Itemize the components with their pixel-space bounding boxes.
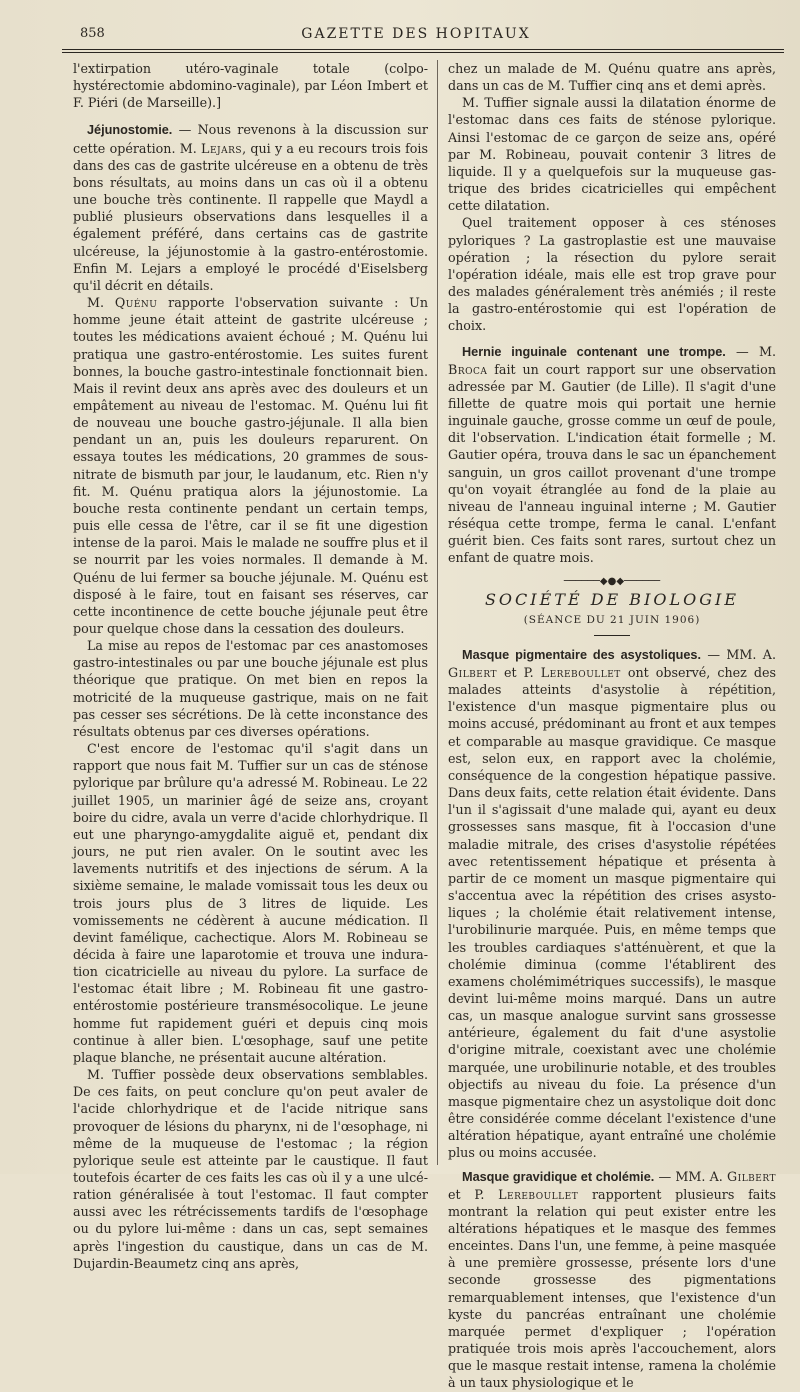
masque-gravidique-paragraph: [448, 1168, 776, 1392]
traitement-paragraph: Quel traitement opposer à ces sténoses pyloriques ? La gastroplastie est une mauvaise opération ; la résection du pylore serait l'opération idéale, mais elle est trop grave pour des malades généralement très anémiés ; il reste la gastro-entérostomie qui est l'opération de choix.: [448, 215, 776, 334]
header-rule-thin: [62, 52, 784, 53]
paragraph-text: et P.: [496, 665, 541, 680]
author-name: Lereboullet: [498, 1186, 579, 1202]
paragraph-text: — MM. A.: [700, 646, 776, 662]
continuation-paragraph: chez un malade de M. Quénu quatre ans après, dans un cas de M. Tuffier cinq ans et demi après.: [448, 61, 776, 94]
hernie-paragraph: [448, 343, 776, 567]
author-name: Lereboullet: [540, 665, 621, 680]
section-title: SOCIÉTÉ DE BIOLOGIE: [484, 589, 740, 609]
tuffier-paragraph: M. Tuffier possède deux observations semblables. De ces faits, on peut conclure qu'on peut avaler de l'acide chlorhydrique et de l'acide nitrique sans provoquer de lésions du pharynx, ni de l'œsophage, ni même de la muqueuse de l'estomac ; la région pylorique seule est atteinte par le caustique. Il faut toutefois écarter de ces faits les cas où il y a une ulcération généralisée à tout l'estomac. Il faut compter aussi avec les rétrécissements tardifs de l'œsophage ou du pylore lui-même : dans un cas, sept semaines après l'ingestion du caustique, dans un cas de M. Dujardin-Beaumetz cinq ans après,: [73, 1067, 428, 1271]
section-ornament: ──────◆●◆──────: [563, 575, 661, 587]
paragraph-text: rapporte l'observation suivante : Un homme jeune était atteint de gastrite ulcéreuse ; toutes les médications avaient échoué ; M. Quénu lui pratiqua une gastro-entérostomie. Les suites furent bonnes, la bouche gastro-intestinale fonctionnait bien. Mais il revint deux ans après avec des douleurs et un empâtement au niveau de l'estomac. M. Quénu lui fit de nouveau une bouche gastro-jéjunale. Il alla bien pendant un an, puis les douleurs reparurent. On essaya toutes les médications, 20 grammes de sous-nitrate de bismuth par jour, le laudanum, etc. Rien n'y fit. M. Quénu pratiqua alors la jéjunostomie. La bouche resta continente pendant un certain temps, puis elle cessa de l'être, car il se fit une digestion intense de la paroi. Mais le malade ne souffre plus et il se nourrit par les voies normales. Il demande à M. Quénu de lui fermer sa bouche jéjunale. M. Quénu est disposé à le faire, tout en faisant ses réserves, car cette incontinence de cette bouche jéjunale peut être pour quelque chose dans la cessation des douleurs.: [73, 295, 428, 636]
repos-paragraph: La mise au repos de l'estomac par ces anastomoses gastro-intestinales ou par une bouche jéjunale est plus théorique que pratique. On met bien en repos la motricité de la muqueuse gastrique, mais on ne fait pas cesser ses sécrétions. De là cette inconstance des résultats obtenus par ces diverses opérations.: [73, 638, 428, 739]
dilatation-paragraph: M. Tuffier signale aussi la dilatation énorme de l'estomac dans ces faits de sténose pylorique. Ainsi l'estomac de ce garçon de seize ans, opéré par M. Robineau, pouvait contenir 3 litres de liquide. Il y a quelquefois sur la muqueuse gastrique des brides cicatricielles qui empêchent cette dilatation.: [448, 95, 776, 214]
article-heading: Hernie inguinale contenant une trompe.: [462, 344, 726, 359]
paragraph-text: rapportent plusieurs faits montrant la relation qui peut exister entre les altérations hépatiques et le masque des femmes enceintes. Dans l'un, une femme, à peine masquée à une première grossesse, présente lors d'une seconde grossesse des pigmentations remarquablement intenses, que l'existence d'un kyste du pancréas entraînant une cholémie marquée permet d'expliquer ; l'opération pratiquée trois mois après l'accouchement, alors que le masque restait intense, ramena la cholémie à un taux physiologique et le: [448, 1186, 777, 1391]
paragraph-text: — Nous revenons à la discussion sur cette opération. M.: [73, 122, 428, 156]
page-number: 858: [80, 26, 105, 41]
right-column: [448, 60, 776, 1392]
author-name: Lejars: [201, 140, 243, 156]
author-name: Gilbert: [727, 1168, 776, 1184]
paragraph-text: fait un court rapport sur une observation adressée par M. Gautier (de Lille). Il s'agit d'une fillette de quatre mois qui portait une hernie inguinale gauche, grosse comme un œuf de poule, dit l'observation. L'indication était formelle ; M. Gautier opéra, trouva dans le sac un épanchement sanguin, un gros caillot provenant d'une trompe qu'on voyait étranglée au fond de la plaie au niveau de l'anneau inguinal interne ; M. Gautier réséqua cette trompe, ferma le canal. L'enfant guérit bien. Ces faits sont rares, surtout chez un enfant de quatre mois.: [448, 361, 776, 566]
section-rule: [594, 635, 630, 636]
journal-title: GAZETTE DES HOPITAUX: [301, 26, 531, 42]
header-rule: [62, 49, 784, 50]
paragraph-text: M.: [87, 295, 115, 311]
paragraph-text: , qui y a eu recours trois fois dans des cas de gastrite ulcéreuse en a obtenu de très bons résultats, au moins dans un cas où il a obtenu une bouche très continente. Il rappelle que Maydl a publié plusieurs observations dans lesquelles il a également préféré, dans certains cas de gastrite ulcéreuse, la jéjunostomie à la gastro-entérostomie. Enfin M. Lejars a employé le procédé d'Eiselsberg qu'il décrit en détails.: [73, 140, 428, 293]
left-column: [73, 60, 428, 1272]
page-header: [62, 24, 770, 50]
paragraph-text: ont observé, chez des malades atteints d'asystolie à répétition, l'existence d'un masque pigmentaire plus ou moins accusé, prédominant au front et aux tempes et comparable au masque gravidique. Ce masque est, selon eux, en rapport avec la cholémie, conséquence de la congestion hépatique passive. Dans deux faits, cette relation était évidente. Dans l'un il s'agissait d'une malade qui, ayant eu deux grossesses sans masque, fit à l'occasion d'une maladie mitrale, des crises d'asystolie répétées avec retentissement hépatique et présenta à partir de ce moment un masque pigmentaire qui s'accentua avec la répétition des crises asystoliques ; la cholémie était relativement intense, l'urobilinurie marquée. Puis, en même temps que les troubles cardiaques s'atténuèrent, et que la cholémie diminua (comme l'établirent des examens cholémimétriques successifs), le masque devint lui-même moins marqué. Dans un autre cas, un masque analogue survint sans grossesse antérieure, également du fait d'une asystolie d'origine mitrale, coexistant avec une cholémie marquée, une urobilinurie notable, et des troubles objectifs au niveau du foie. La présence d'un masque pigmentaire chez un asystolique doit donc être considérée comme décelant l'existence d'une altération hépatique, ayant entraîné une cholémie plus ou moins accusée.: [448, 665, 776, 1161]
article-heading: Jéjunostomie.: [87, 123, 173, 138]
paragraph-text: et P.: [448, 1186, 499, 1202]
masque-asystoliques-paragraph: [448, 646, 776, 1162]
paragraph-text: — M.: [725, 343, 777, 359]
jejunostomie-paragraph: [73, 121, 428, 294]
intro-paragraph: l'extirpation utéro-vaginale totale (colpo-hystérectomie abdomino-vaginale), par Léon Imbert et F. Piéri (de Marseille).]: [73, 61, 428, 111]
stenose-paragraph: C'est encore de l'estomac qu'il s'agit dans un rapport que nous fait M. Tuffier sur un cas de sténose pylorique par brûlure qu'a adressé M. Robineau. Le 22 juillet 1905, un marinier âgé de seize ans, croyant boire du cidre, avala un verre d'acide chlorhydrique. Il eut une pharyngo-amygdalite aiguë et, pendant dix jours, ne put rien avaler. On le soutint avec les lavements nutritifs et des injections de sérum. A la sixième semaine, le malade vomissait tous les deux ou trois jours plus de 3 litres de liquide. Les vomissements ne cédèrent à aucune médication. Il devint famélique, cachectique. Alors M. Robineau se décida à faire une laparotomie et trouva une induration cicatricielle au niveau du pylore. La surface de l'estomac était libre ; M. Robineau fit une gastro-entérostomie postérieure transmésocolique. Le jeune homme fut rapidement guéri et depuis cinq mois continue à aller bien. L'œsophage, sauf une petite plaque blanche, ne présentait aucune altération.: [73, 741, 428, 1065]
author-name: Gilbert: [448, 665, 497, 680]
column-divider: [437, 60, 438, 1165]
section-date: (SÉANCE DU 21 JUIN 1906): [523, 613, 701, 626]
article-heading: Masque gravidique et cholémie.: [462, 1169, 655, 1184]
author-name: Broca: [448, 361, 488, 377]
author-name: Quénu: [114, 295, 158, 311]
quenu-paragraph: [73, 294, 428, 637]
article-heading: Masque pigmentaire des asystoliques.: [462, 647, 701, 662]
paragraph-text: — MM. A.: [654, 1168, 728, 1184]
